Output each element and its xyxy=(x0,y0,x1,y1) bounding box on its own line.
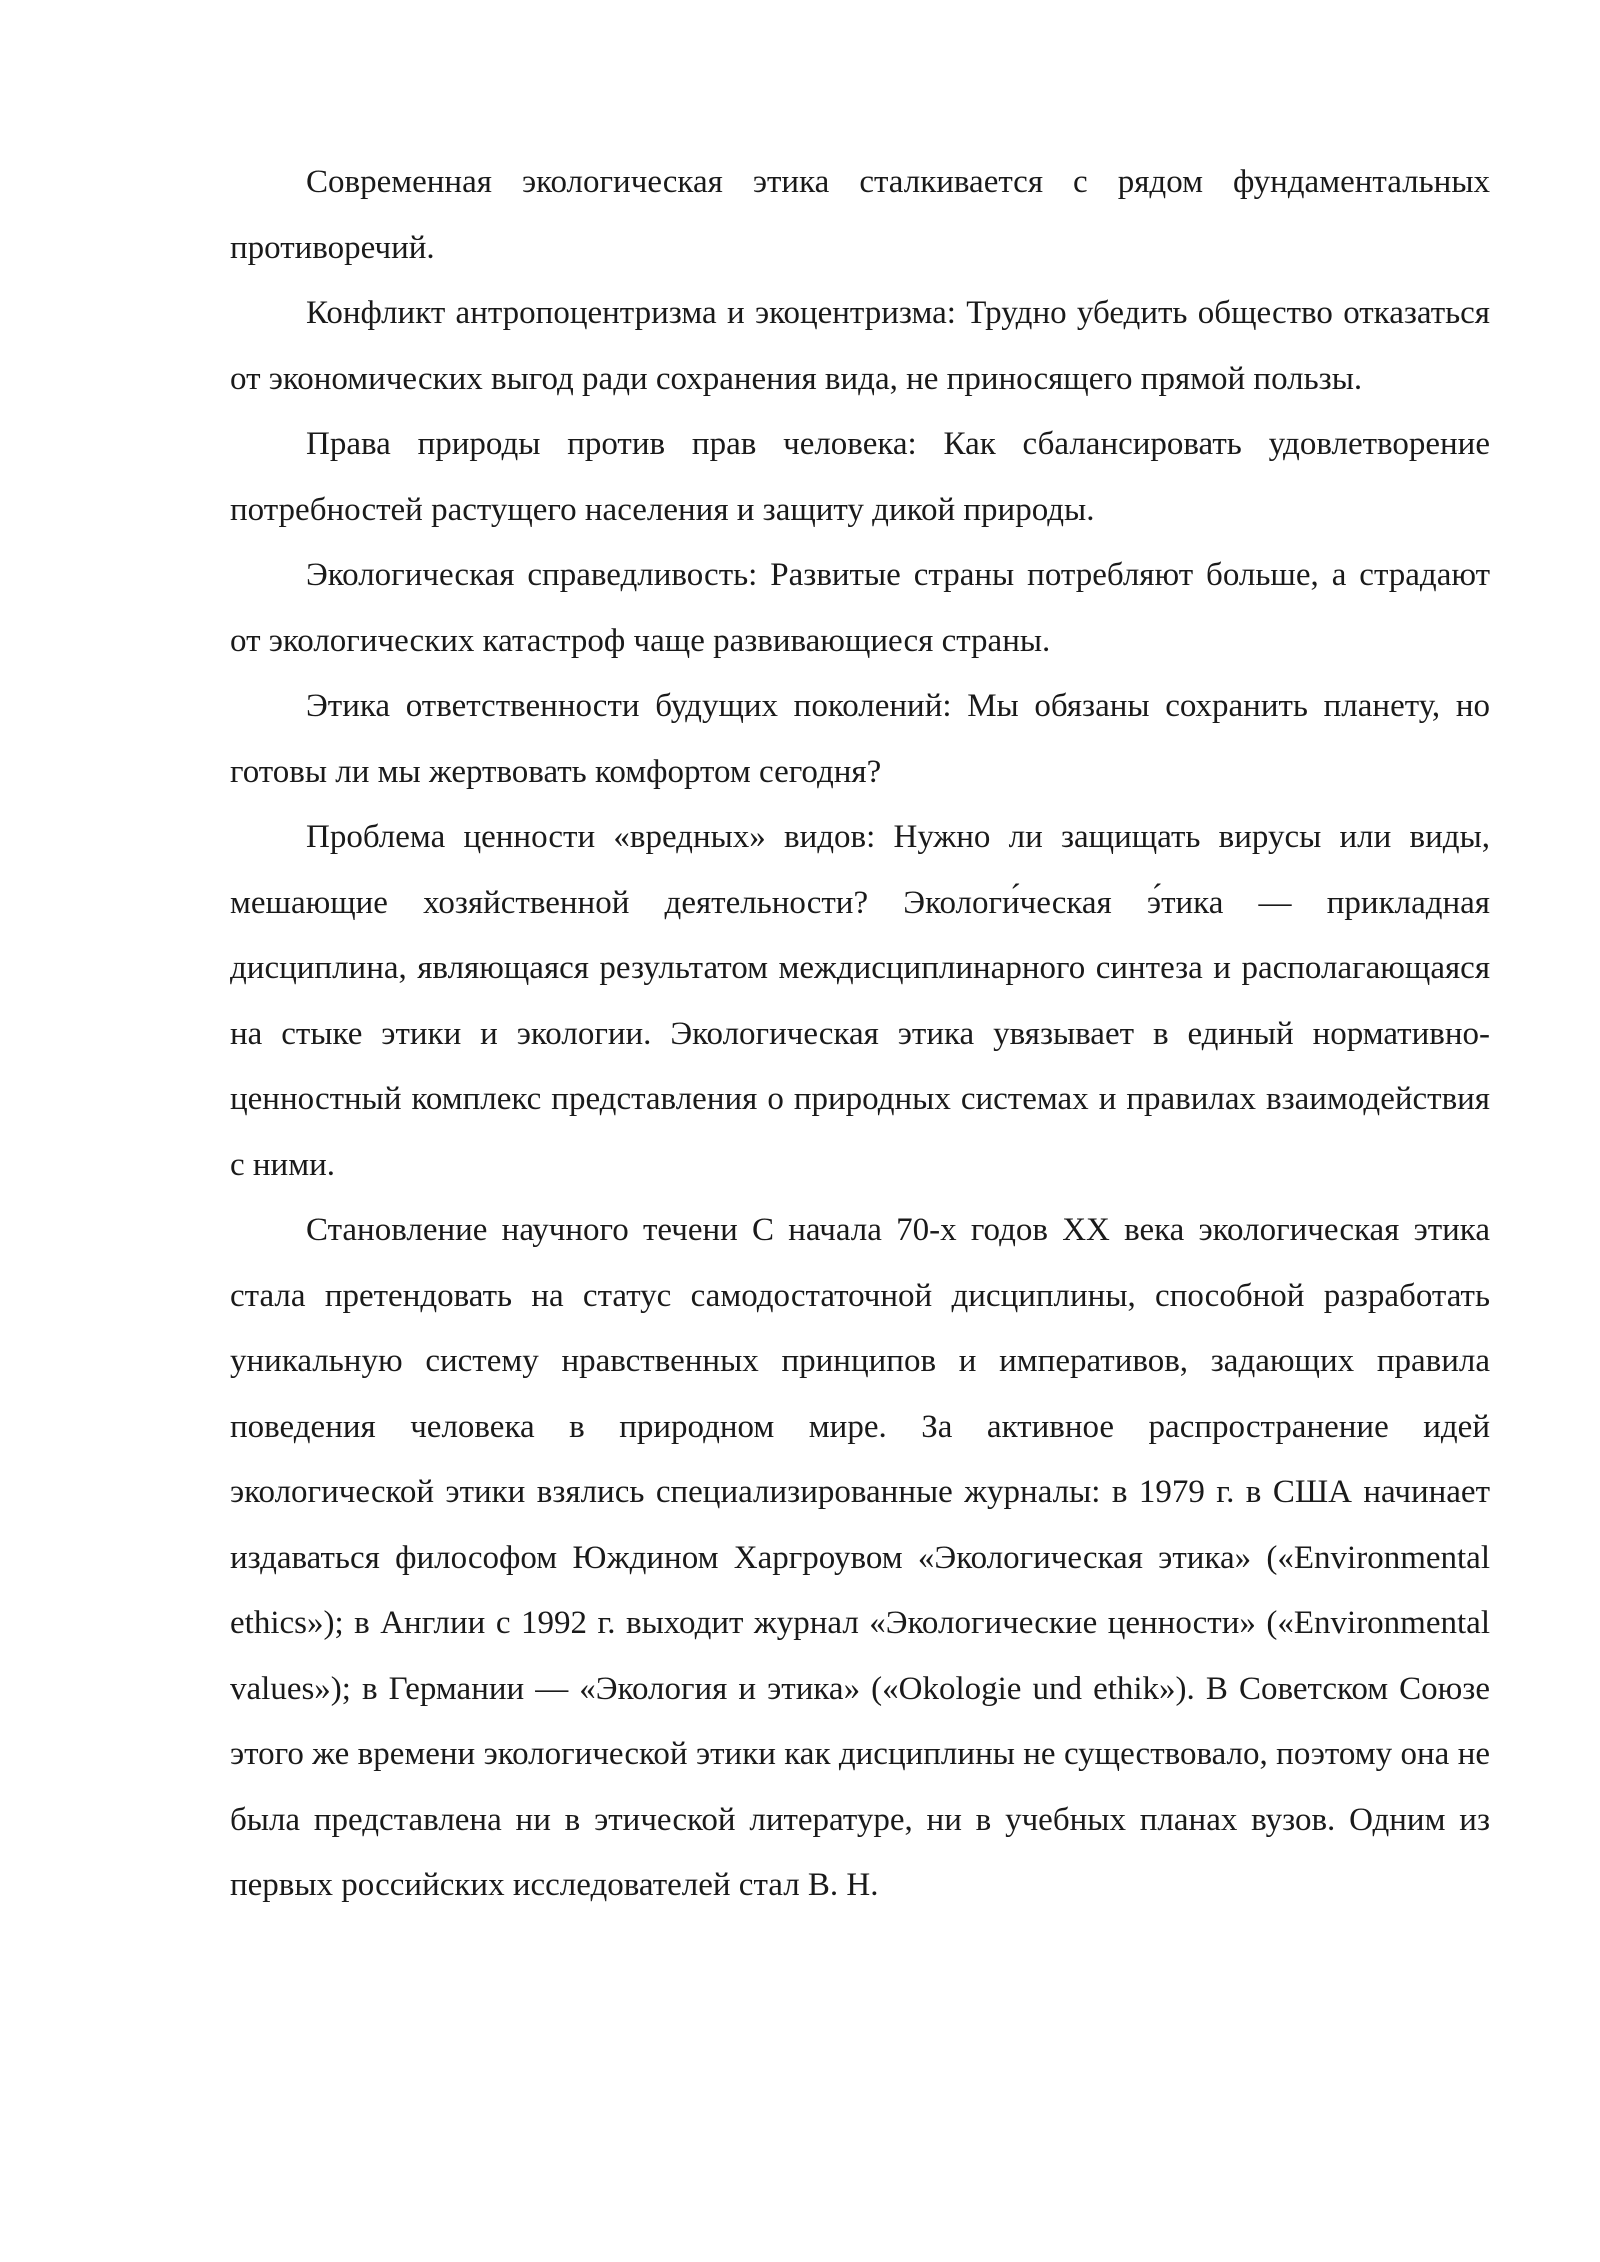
paragraph-ecological-justice: Экологическая справедливость: Развитые страны потребляют больше, а страдают от экологических катастроф чаще развивающиеся страны. xyxy=(230,557,1490,659)
paragraph-nature-rights: Права природы против прав человека: Как сбалансировать удовлетворение потребностей растущего населения и защиту дикой природы. xyxy=(230,426,1490,528)
paragraph-intro: Современная экологическая этика сталкивается с рядом фундаментальных противоречий. xyxy=(230,164,1490,266)
paragraph-scientific-history: Становление научного течени С начала 70-х годов XX века экологическая этика стала претендовать на статус самодостаточной дисциплины, способной разработать уникальную систему нравственных принципов и императивов, задающих правила поведения человека в природном мире. За активное распространение идей экологической этики взялись специализированные журналы: в 1979 г. в США начинает издаваться философом Юждином Харгроувом «Экологическая этика» («Environmental ethics»); в Англии с 1992 г. выходит журнал «Экологические ценности» («Environmental values»); в Германии — «Экология и этика» («Okologie und ethik»). В Советском Союзе этого же времени экологической этики как дисциплины не существовало, поэтому она не была представлена ни в этической литературе, ни в учебных планах вузов. Одним из первых российских исследователей стал В. Н. xyxy=(230,1212,1490,1903)
paragraph-future-generations: Этика ответственности будущих поколений: Мы обязаны сохранить планету, но готовы ли мы жертвовать комфортом сегодня? xyxy=(230,688,1490,790)
document-page xyxy=(230,150,1490,1919)
paragraph-harmful-species: Проблема ценности «вредных» видов: Нужно ли защищать вирусы или виды, мешающие хозяйственной деятельности? Экологи́ческая э́тика — прикладная дисциплина, являющаяся результатом междисциплинарного синтеза и располагающаяся на стыке этики и экологии. Экологическая этика увязывает в единый нормативно-ценностный комплекс представления о природных системах и правилах взаимодействия с ними. xyxy=(230,819,1490,1183)
paragraph-anthropocentrism-conflict: Конфликт антропоцентризма и экоцентризма: Трудно убедить общество отказаться от экономических выгод ради сохранения вида, не приносящего прямой пользы. xyxy=(230,295,1490,397)
